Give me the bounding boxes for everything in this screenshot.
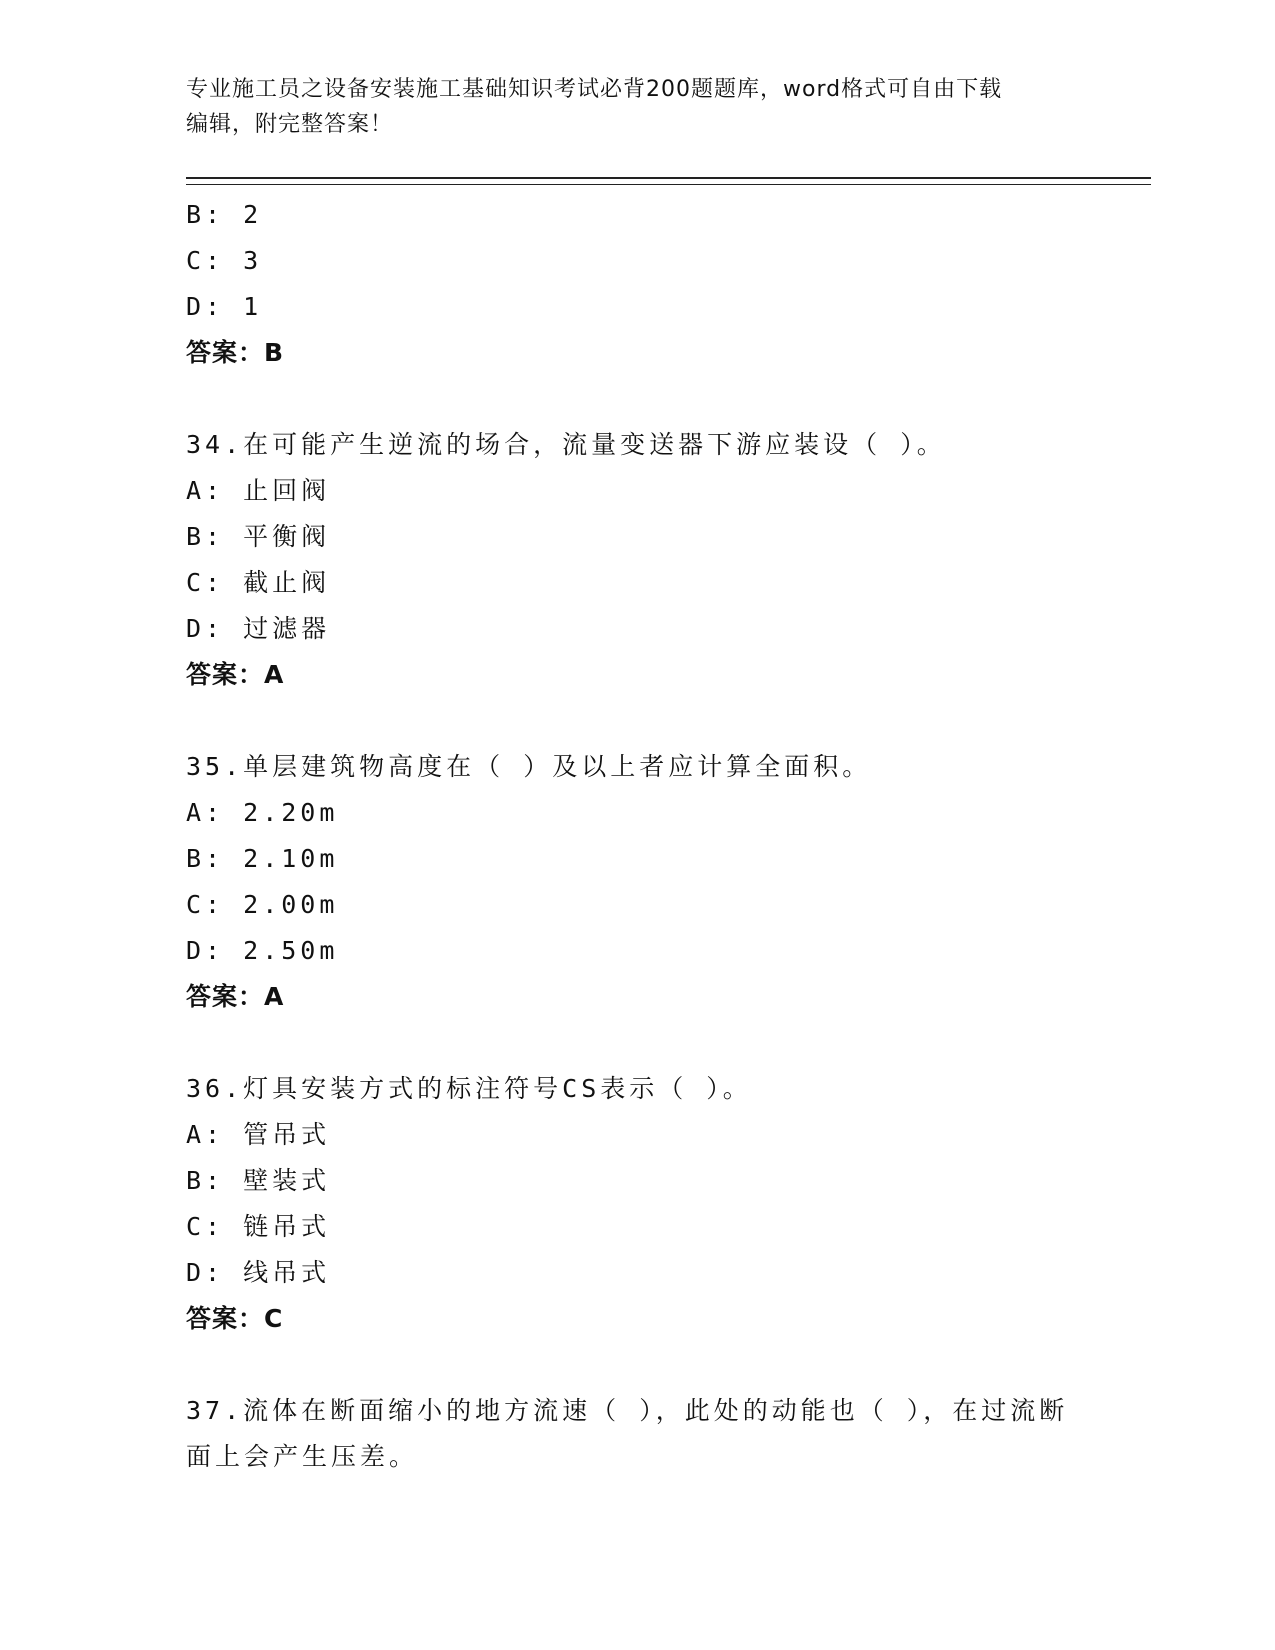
- option-d: D: 线吊式: [186, 1258, 331, 1287]
- question-text: 35.单层建筑物高度在（ ）及以上者应计算全面积。: [186, 752, 872, 781]
- answer-label: 答案：B: [186, 338, 285, 367]
- option-d: D: 1: [186, 292, 263, 321]
- document-body: [186, 192, 1086, 1480]
- option-c: C: 截止阀: [186, 568, 331, 597]
- option-c: C: 2.00m: [186, 890, 339, 919]
- question-36: [186, 1066, 1086, 1342]
- question-text-line2: 面上会产生压差。: [186, 1442, 419, 1471]
- header-title-line2: 编辑，附完整答案！: [186, 112, 394, 137]
- option-b: B: 2: [186, 200, 263, 229]
- option-a: A: 2.20m: [186, 798, 339, 827]
- question-text: 34.在可能产生逆流的场合，流量变送器下游应装设（ ）。: [186, 430, 946, 459]
- answer-label: 答案：A: [186, 660, 285, 689]
- option-d: D: 过滤器: [186, 614, 331, 643]
- question-text: 36.灯具安装方式的标注符号CS表示（ ）。: [186, 1074, 752, 1103]
- option-b: B: 2.10m: [186, 844, 339, 873]
- document-header: [186, 72, 1086, 142]
- header-divider: [186, 177, 1151, 185]
- option-c: C: 链吊式: [186, 1212, 331, 1241]
- question-33-continuation: [186, 192, 1086, 376]
- option-b: B: 壁装式: [186, 1166, 331, 1195]
- question-35: [186, 744, 1086, 1020]
- option-c: C: 3: [186, 246, 263, 275]
- option-a: A: 管吊式: [186, 1120, 331, 1149]
- answer-label: 答案：A: [186, 982, 285, 1011]
- question-37: [186, 1388, 1086, 1480]
- question-text-line1: 37.流体在断面缩小的地方流速（ ），此处的动能也（ ），在过流断: [186, 1396, 1069, 1425]
- question-34: [186, 422, 1086, 698]
- option-b: B: 平衡阀: [186, 522, 331, 551]
- answer-label: 答案：C: [186, 1304, 284, 1333]
- option-d: D: 2.50m: [186, 936, 339, 965]
- header-title-line1: 专业施工员之设备安装施工基础知识考试必背200题题库，word格式可自由下载: [186, 77, 1003, 102]
- option-a: A: 止回阀: [186, 476, 331, 505]
